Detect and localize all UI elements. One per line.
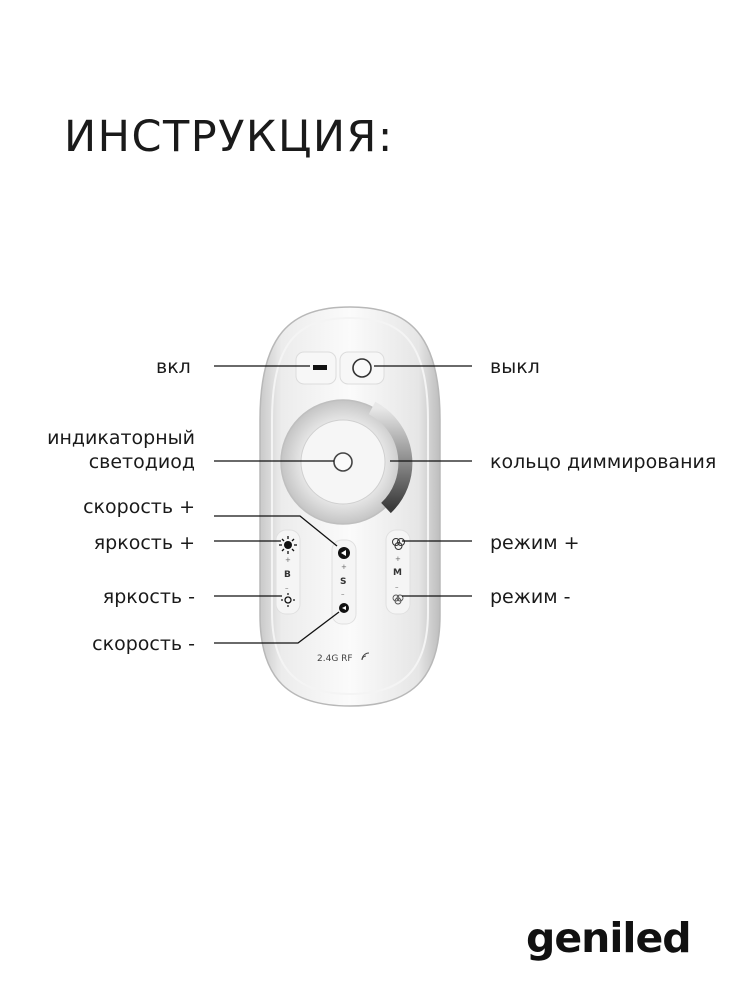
label-speed-plus: скорость + xyxy=(83,496,195,518)
page-title: ИНСТРУКЦИЯ: xyxy=(64,112,394,162)
label-dimming-ring: кольцо диммирования xyxy=(490,451,717,473)
b-label: B xyxy=(284,570,291,580)
rf-label: 2.4G RF xyxy=(317,654,353,664)
m-label: M xyxy=(393,568,402,578)
brand-logo: geniled xyxy=(526,914,691,962)
svg-text:+: + xyxy=(341,563,347,571)
label-led-line1: индикаторный xyxy=(47,427,195,449)
label-mode-minus: режим - xyxy=(490,586,571,608)
label-brightness-minus: яркость - xyxy=(102,586,195,608)
label-on: вкл xyxy=(156,356,191,378)
label-mode-plus: режим + xyxy=(490,532,580,554)
svg-text:–: – xyxy=(395,583,399,591)
svg-text:–: – xyxy=(285,584,289,592)
svg-text:–: – xyxy=(341,590,345,598)
svg-text:+: + xyxy=(285,556,291,564)
label-speed-minus: скорость - xyxy=(92,633,195,655)
led-indicator xyxy=(334,453,352,471)
label-brightness-plus: яркость + xyxy=(93,532,195,554)
label-led-line2: светодиод xyxy=(88,451,195,473)
on-button-mark xyxy=(313,365,327,370)
s-label: S xyxy=(340,577,347,587)
label-off: выкл xyxy=(490,356,540,378)
off-button-icon xyxy=(353,359,371,377)
svg-text:+: + xyxy=(395,555,401,563)
